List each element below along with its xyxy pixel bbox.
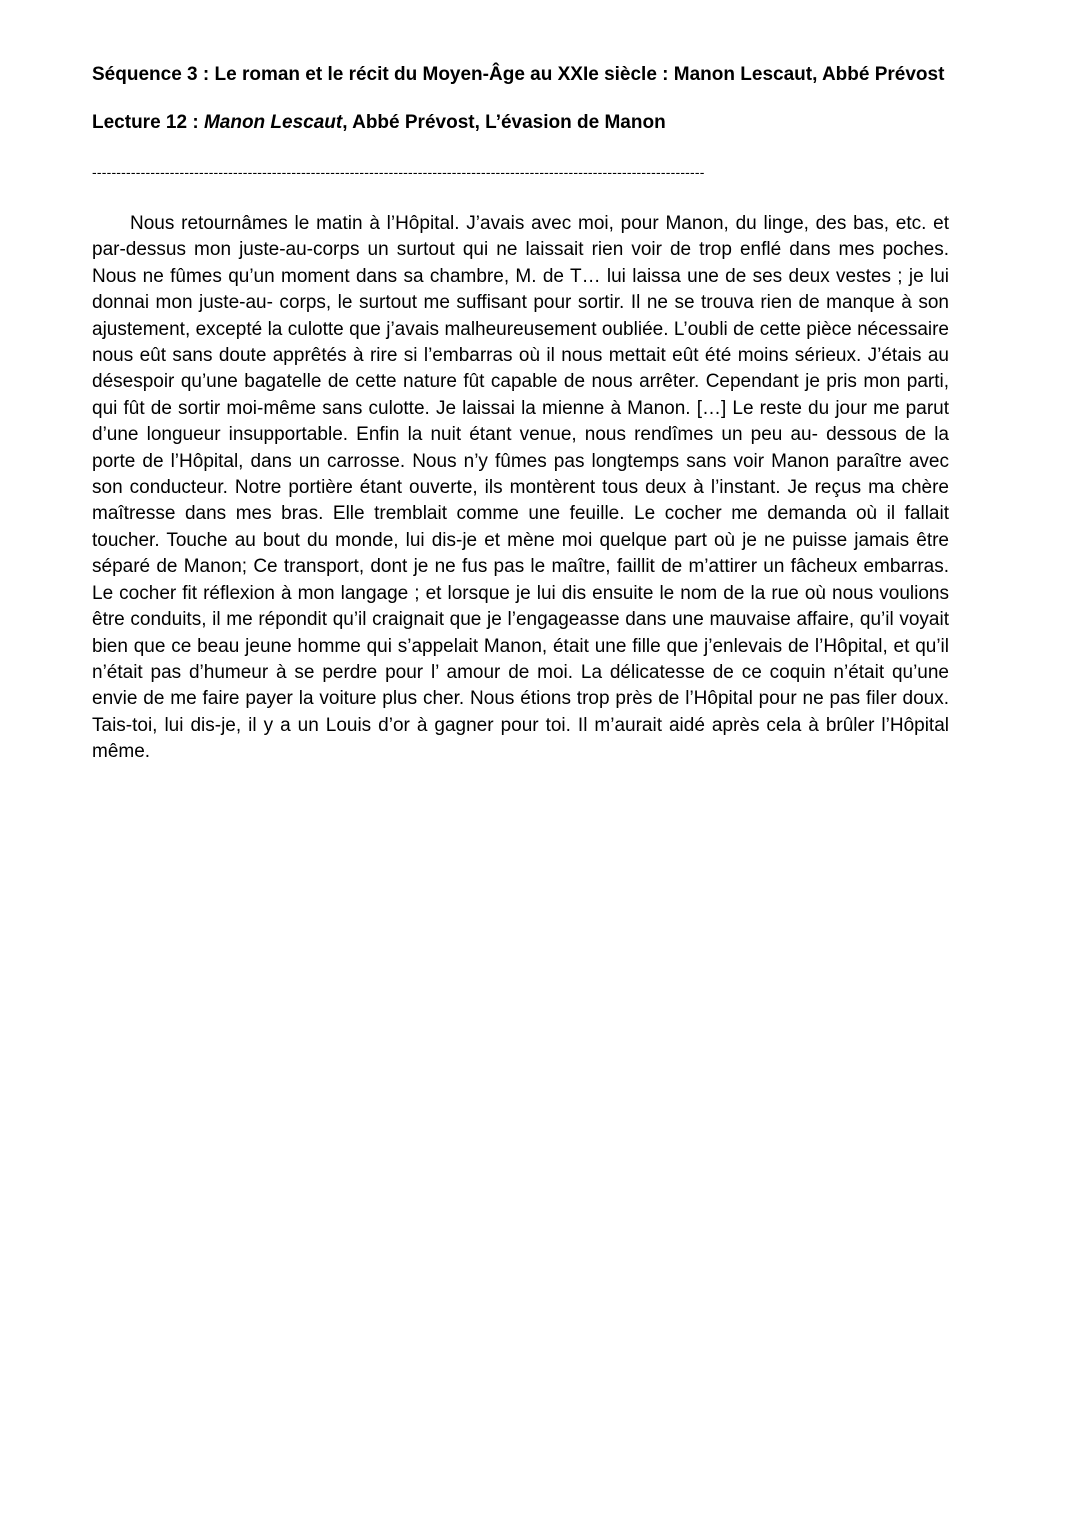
lecture-title bbox=[92, 110, 949, 136]
lecture-suffix: , Abbé Prévost, L’évasion de Manon bbox=[342, 112, 666, 133]
dashed-separator: ------------------------------------------------------------------------------------------------------------------------------ bbox=[92, 164, 705, 180]
lecture-book-title: Manon Lescaut bbox=[203, 112, 343, 133]
document-page bbox=[92, 62, 949, 766]
lecture-prefix: Lecture 12 : bbox=[92, 112, 204, 133]
excerpt-paragraph: Nous retournâmes le matin à l’Hôpital. J’avais avec moi, pour Manon, du linge, des bas, etc. et par-dessus mon juste-au-corps un surtout qui ne laissait rien voir de trop enflé dans mes poches. Nous ne fûmes qu’un moment dans sa chambre, M. de T… lui laissa une de ses deux vestes ; je lui donnai mon juste-au- corps, le surtout me suffisant pour sortir. Il ne se trouva rien de manque à son ajustement, excepté la culotte que j’avais malheureusement oubliée. L’oubli de cette pièce nécessaire nous eût sans doute apprêtés à rire si l’embarras où il nous mettait eût été moins sérieux. J’étais au désespoir qu’une bagatelle de cette nature fût capable de nous arrêter. Cependant je pris mon parti, qui fût de sortir moi-même sans culotte. Je laissai la mienne à Manon. […] Le reste du jour me parut d’une longueur insupportable. Enfin la nuit étant venue, nous rendîmes un peu au- dessous de la porte de l’Hôpital, dans un carrosse. Nous n’y fûmes pas longtemps sans voir Manon paraître avec son conducteur. Notre portière étant ouverte, ils montèrent tous deux à l’instant. Je reçus ma chère maîtresse dans mes bras. Elle tremblait comme une feuille. Le cocher me demanda où il fallait toucher. Touche au bout du monde, lui dis-je et mène moi quelque part où je ne puisse jamais être séparé de Manon; Ce transport, dont je ne fus pas le maître, faillit de m’attirer un fâcheux embarras. Le cocher fit réflexion à mon langage ; et lorsque je lui dis ensuite le nom de la rue où nous voulions être conduits, il me répondit qu’il craignait que je l’engageasse dans une mauvaise affaire, qu’il voyait bien que ce beau jeune homme qui s’appelait Manon, était une fille que j’enlevais de l’Hôpital, et qu’il n’était pas d’humeur à se perdre pour l’ amour de moi. La délicatesse de ce coquin n’était qu’une envie de me faire payer la voiture plus cher. Nous étions trop près de l’Hôpital pour ne pas filer doux. Tais-toi, lui dis-je, il y a un Louis d’or à gagner pour toi. Il m’aurait aidé après cela à brûler l’Hôpital même. bbox=[92, 213, 949, 763]
sequence-title: Séquence 3 : Le roman et le récit du Moyen-Âge au XXIe siècle : Manon Lescaut, Abbé Prévost bbox=[92, 64, 945, 85]
